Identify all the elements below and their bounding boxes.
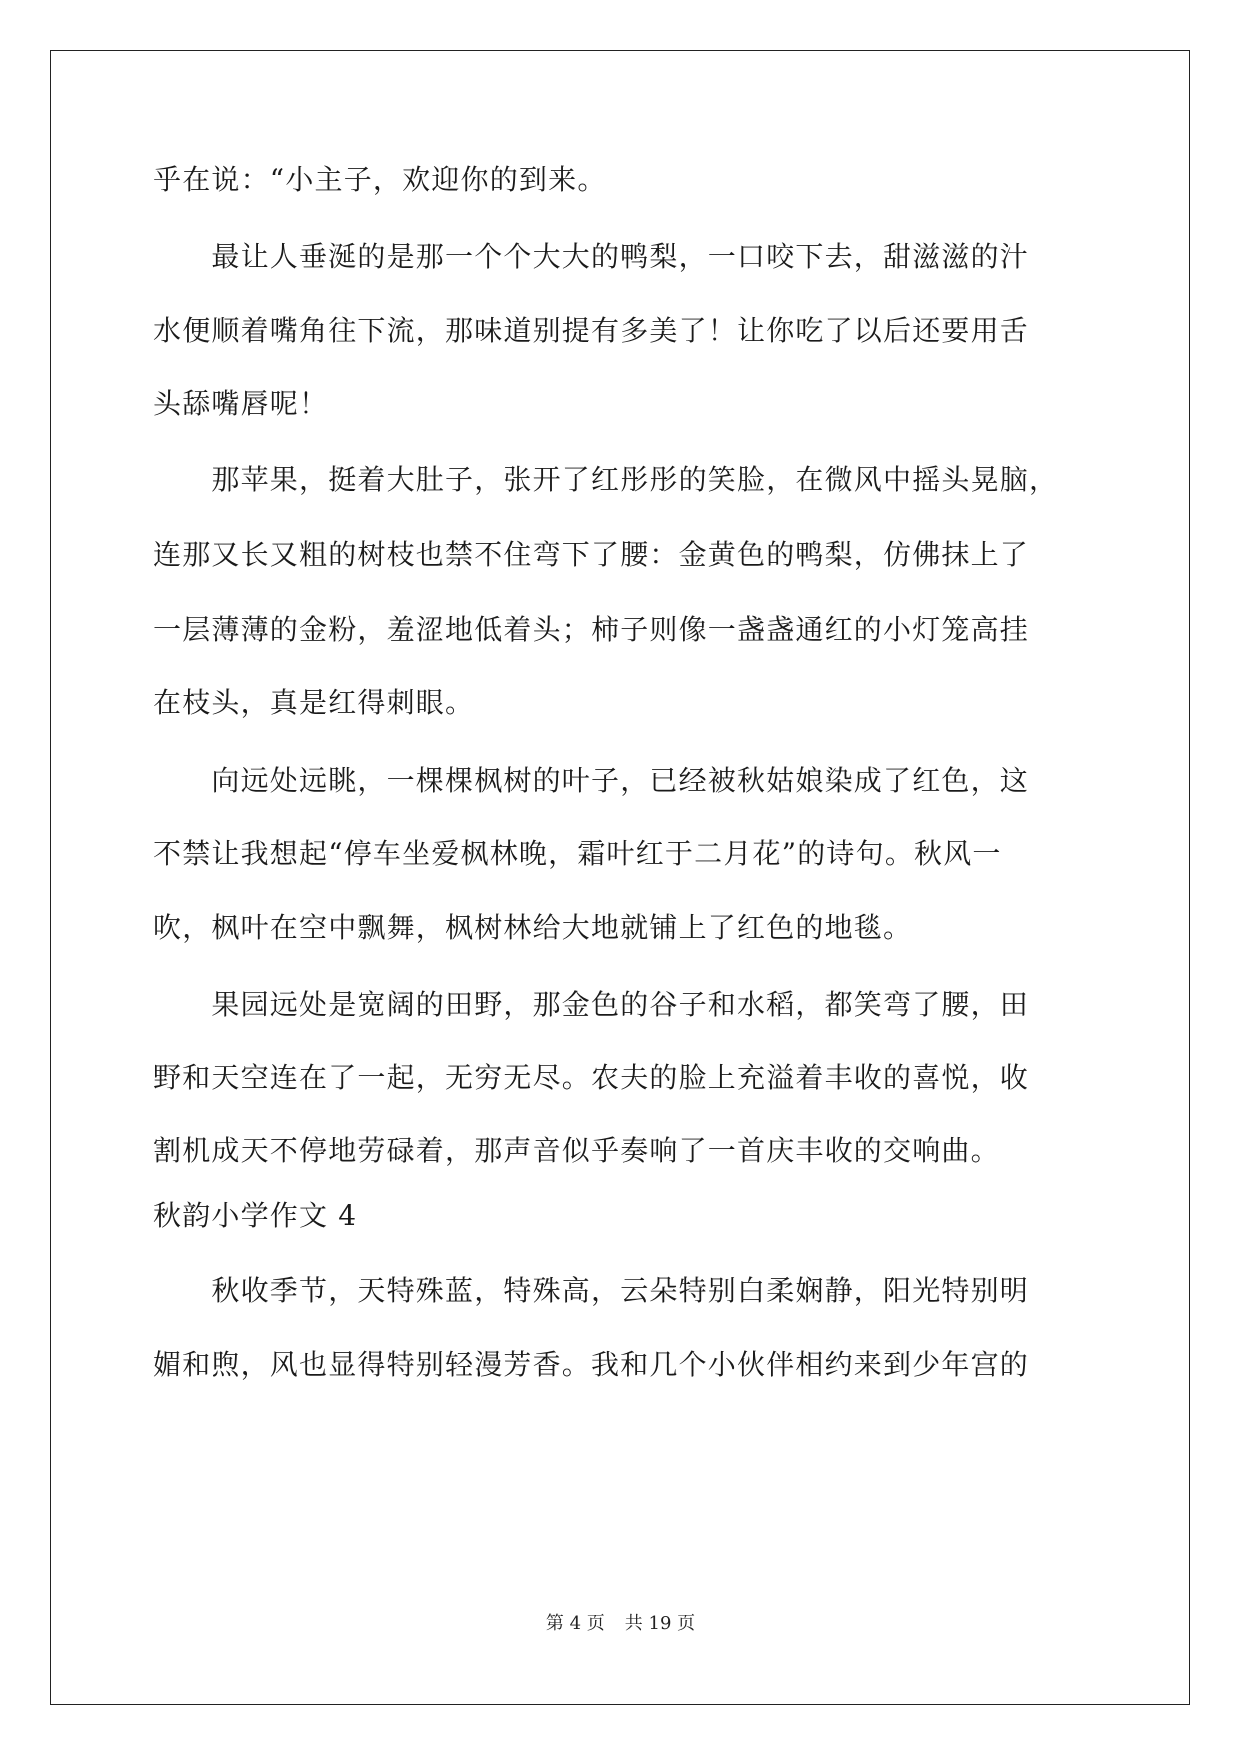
text-line: 野和天空连在了一起，无穷无尽。农夫的脸上充溢着丰收的喜悦，收 [153,1061,1030,1094]
text-line: 最让人垂涎的是那一个个大大的鸭梨，一口咬下去，甜滋滋的汁 [153,240,1030,273]
text-line: 那苹果，挺着大肚子，张开了红彤彤的笑脸，在微风中摇头晃脑， [153,463,1059,496]
text-line: 媚和煦，风也显得特别轻漫芳香。我和几个小伙伴相约来到少年宫的 [153,1348,1030,1381]
text-line: 水便顺着嘴角往下流，那味道别提有多美了！让你吃了以后还要用舌 [153,314,1030,347]
text-line: 果园远处是宽阔的田野，那金色的谷子和水稻，都笑弯了腰，田 [153,988,1030,1021]
page-footer [0,1612,1241,1636]
section-heading: 秋韵小学作文 4 [153,1199,358,1232]
text-line: 在枝头，真是红得刺眼。 [153,686,475,719]
page-number: 第 4 页 [545,1613,605,1634]
text-line: 吹，枫叶在空中飘舞，枫树林给大地就铺上了红色的地毯。 [153,911,913,944]
text-line: 向远处远眺，一棵棵枫树的叶子，已经被秋姑娘染成了红色，这 [153,764,1030,797]
text-line: 头舔嘴唇呢！ [153,387,329,420]
text-line: 连那又长又粗的树枝也禁不住弯下了腰：金黄色的鸭梨，仿佛抹上了 [153,538,1030,571]
text-line: 乎在说：“小主子，欢迎你的到来。 [153,163,607,196]
page-border [50,50,1190,1705]
text-line: 秋收季节，天特殊蓝，特殊高，云朵特别白柔娴静，阳光特别明 [153,1274,1030,1307]
page-total: 共 19 页 [624,1613,696,1634]
text-line: 一层薄薄的金粉，羞涩地低着头；柿子则像一盏盏通红的小灯笼高挂 [153,613,1030,646]
text-line: 不禁让我想起“停车坐爱枫林晚，霜叶红于二月花”的诗句。秋风一 [153,837,1002,870]
text-line: 割机成天不停地劳碌着，那声音似乎奏响了一首庆丰收的交响曲。 [153,1134,1000,1167]
